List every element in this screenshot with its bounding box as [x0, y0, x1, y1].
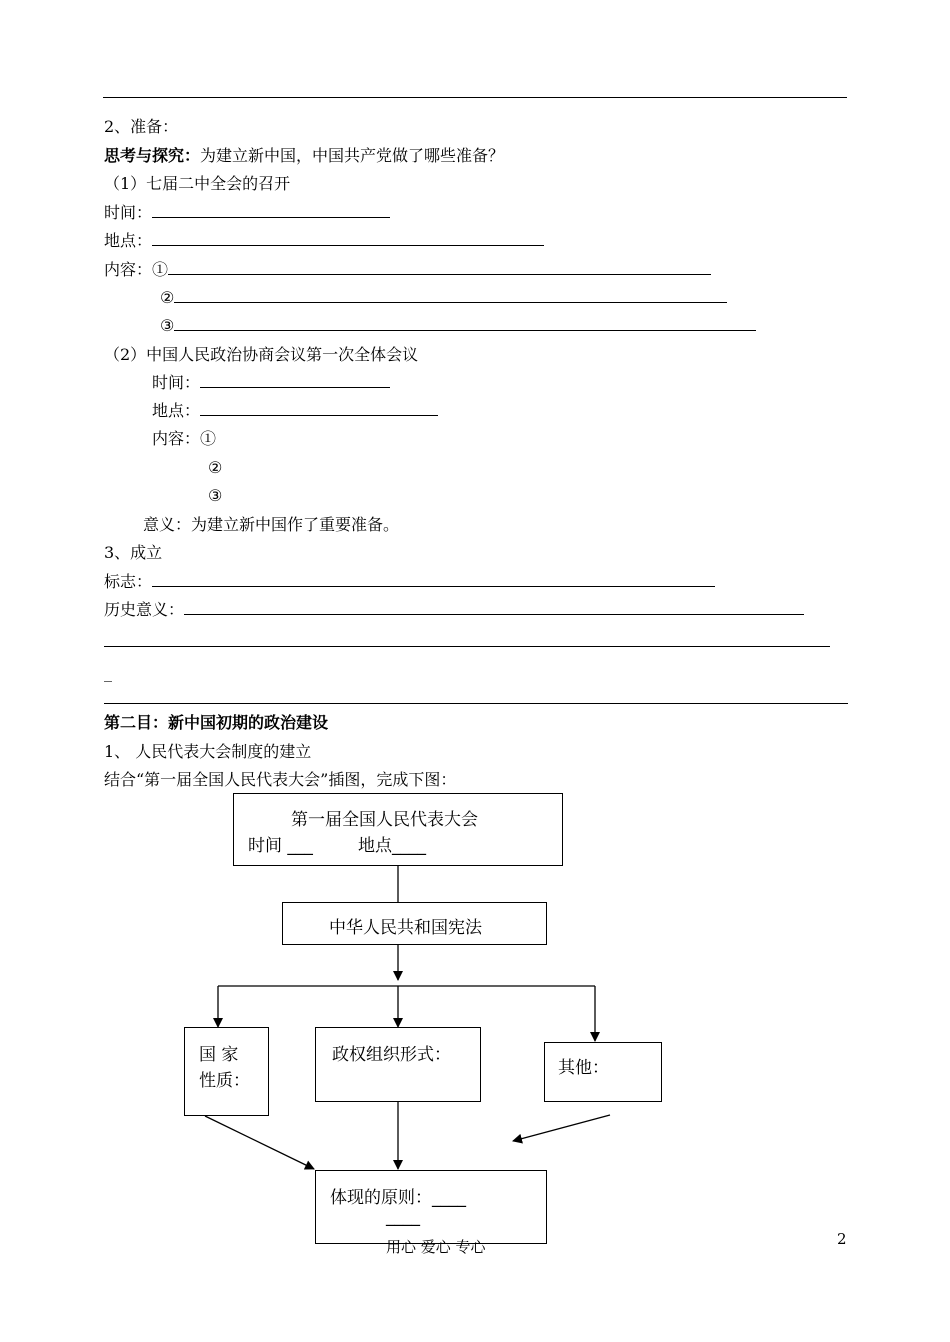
p1-num-3: ③	[160, 316, 175, 335]
sec2-instruction: 结合“第一届全国人民代表大会”插图，完成下图：	[104, 770, 457, 789]
box-state-nature-line2: 性质：	[199, 1071, 250, 1091]
box-first-npc-time: 时间 ___	[248, 836, 313, 856]
box-principle-blank-2: ____	[386, 1207, 420, 1227]
box-first-npc	[233, 793, 563, 866]
think-question: 为建立新中国，中国共产党做了哪些准备？	[200, 146, 505, 165]
page-number: 2	[837, 1230, 847, 1248]
p1-content-label: 内容：	[104, 260, 153, 279]
p2-place-label: 地点：	[152, 401, 201, 420]
section-2-heading: 2、准备：	[104, 117, 179, 136]
sec2-title: 第二目：新中国初期的政治建设	[104, 713, 329, 732]
box-regime-form-label: 政权组织形式：	[332, 1045, 451, 1065]
arrow-loose	[513, 1115, 610, 1141]
s3-mark-label: 标志：	[104, 572, 153, 591]
box-regime-form	[315, 1027, 481, 1102]
box-state-nature-line1: 国 家	[199, 1045, 239, 1065]
sec2-item1: 1、 人民代表大会制度的建立	[104, 742, 312, 761]
section-3-heading: 3、成立	[104, 543, 163, 562]
p1-time-label: 时间：	[104, 203, 153, 222]
box-constitution-label: 中华人民共和国宪法	[329, 918, 482, 938]
p1-num-2: ②	[160, 288, 175, 307]
arrow-nature-to-principle	[205, 1116, 314, 1169]
p2-num-2: ②	[208, 458, 223, 477]
p2-num-1: ①	[200, 429, 217, 448]
think-label: 思考与探究：	[104, 146, 201, 165]
box-state-nature	[184, 1027, 269, 1116]
p1-title: （1）七届二中全会的召开	[104, 174, 291, 193]
box-first-npc-title: 第一届全国人民代表大会	[291, 810, 478, 830]
box-principle-label: 体现的原则：____	[330, 1188, 466, 1208]
box-other-label: 其他：	[558, 1058, 609, 1078]
s3-hist-label: 历史意义：	[104, 600, 185, 619]
p1-place-label: 地点：	[104, 231, 153, 250]
p2-title: （2）中国人民政治协商会议第一次全体会议	[104, 345, 419, 364]
box-principle	[315, 1170, 547, 1244]
s3-dash: _	[104, 663, 112, 682]
p2-meaning: 意义：为建立新中国作了重要准备。	[143, 515, 400, 534]
p2-num-3: ③	[208, 486, 223, 505]
p2-content-label: 内容：	[152, 429, 201, 448]
p1-num-1: ①	[152, 260, 169, 279]
footer-text: 用心 爱心 专心	[386, 1238, 486, 1256]
box-other	[544, 1042, 662, 1102]
box-first-npc-place: 地点____	[358, 836, 426, 856]
p2-time-label: 时间：	[152, 373, 201, 392]
box-constitution	[282, 902, 547, 945]
